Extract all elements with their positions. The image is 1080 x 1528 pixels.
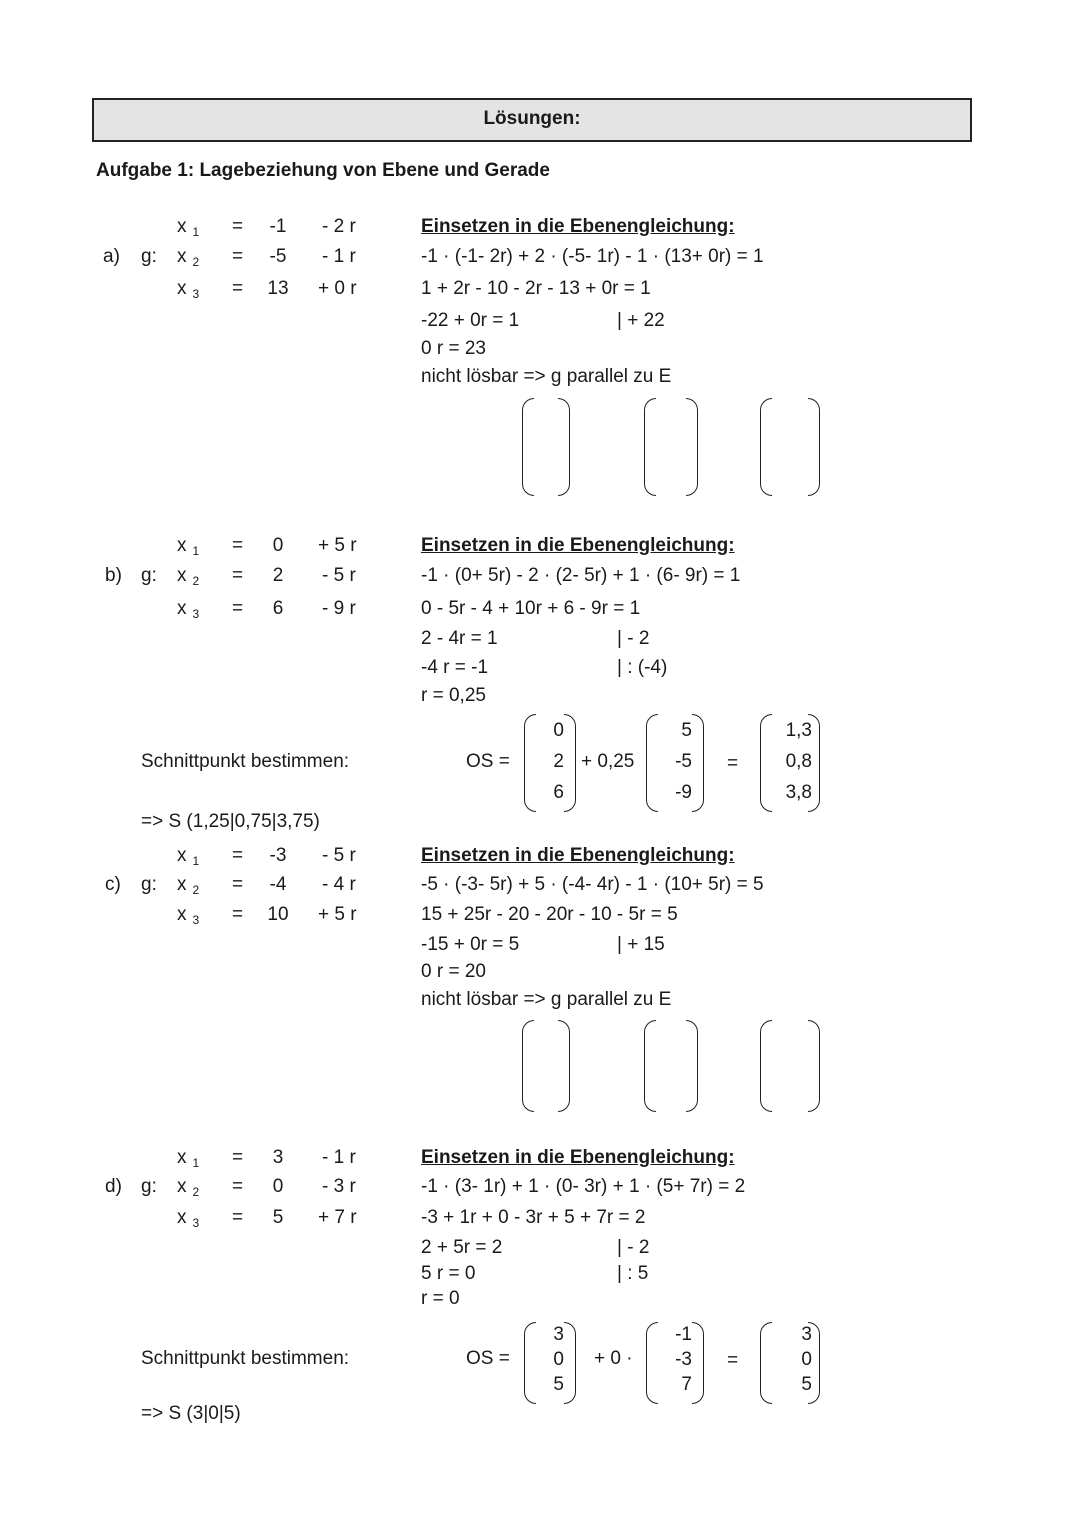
direction-term: - 5 r	[322, 845, 356, 866]
empty-vector-left-bracket	[522, 1020, 534, 1112]
line-g-label: g:	[141, 565, 157, 586]
support-value: 6	[272, 598, 284, 619]
insert-heading: Einsetzen in die Ebenengleichung:	[421, 216, 735, 237]
header-box	[92, 98, 972, 142]
calc-step: 0 - 5r - 4 + 10r + 6 - 9r = 1	[421, 598, 641, 619]
support-value: -5	[269, 246, 287, 267]
empty-vector-left-bracket	[644, 398, 656, 496]
empty-vector-right-bracket	[558, 1020, 570, 1112]
equals-sign: =	[232, 904, 244, 925]
intersection-result: => S (1,25|0,75|3,75)	[141, 811, 320, 832]
calc-note: | - 2	[617, 628, 650, 649]
direction-term: - 4 r	[322, 874, 356, 895]
calc-step: -1 · (-1- 2r) + 2 · (-5- 1r) - 1 · (13+ 0r) = 1	[421, 246, 764, 267]
calc-note: | + 15	[617, 934, 665, 955]
empty-vector-left-bracket	[522, 398, 534, 496]
direction-term: - 3 r	[322, 1176, 356, 1197]
conclusion: nicht lösbar => g parallel zu E	[421, 366, 672, 387]
task-title: Aufgabe 1: Lagebeziehung von Ebene und Gerade	[96, 160, 550, 181]
vector-entry: -9	[675, 782, 692, 803]
support-value: 2	[272, 565, 284, 586]
equals-sign: =	[232, 598, 244, 619]
calc-note: | - 2	[617, 1237, 650, 1258]
vector-entry: 7	[681, 1374, 692, 1395]
vector-entry: 0,8	[785, 751, 812, 772]
empty-vector-right-bracket	[808, 1020, 820, 1112]
vector-result	[772, 715, 812, 808]
support-value: 0	[272, 535, 284, 556]
x3-label: x $_3$	[177, 904, 200, 927]
calc-note: | : 5	[617, 1263, 649, 1284]
vector-entry: 6	[553, 782, 564, 803]
insert-heading: Einsetzen in die Ebenengleichung:	[421, 1147, 735, 1168]
vector-entry: 0	[553, 720, 564, 741]
x3-label: x $_3$	[177, 278, 200, 301]
conclusion: nicht lösbar => g parallel zu E	[421, 989, 672, 1010]
os-label: OS =	[466, 751, 510, 772]
x3-label: x $_3$	[177, 598, 200, 621]
equals-sign: =	[232, 246, 244, 267]
empty-vector-left-bracket	[644, 1020, 656, 1112]
equals-sign: =	[232, 845, 244, 866]
support-value: -4	[269, 874, 287, 895]
support-value: 10	[267, 904, 289, 925]
vector-entry: 5	[553, 1374, 564, 1395]
x3-label: x $_3$	[177, 1207, 200, 1230]
intersection-label: Schnittpunkt bestimmen:	[141, 1348, 350, 1369]
vector-entry: 3	[801, 1324, 812, 1345]
part-b-label: b)	[105, 565, 122, 586]
calc-step: -4 r = -1	[421, 657, 489, 678]
empty-vector-right-bracket	[558, 398, 570, 496]
calc-note: | + 22	[617, 310, 665, 331]
equals-sign: =	[232, 1176, 244, 1197]
vector-entry: 5	[681, 720, 692, 741]
scalar-multiplier: + 0,25	[581, 751, 635, 772]
x1-label: x $_1$	[177, 535, 200, 558]
support-value: 0	[272, 1176, 284, 1197]
direction-term: - 1 r	[322, 1147, 356, 1168]
vector-result	[772, 1322, 812, 1397]
x2-label: x $_2$	[177, 1176, 200, 1199]
vector-entry: -5	[675, 751, 692, 772]
vector-right-bracket	[808, 1322, 820, 1404]
direction-term: - 5 r	[322, 565, 356, 586]
empty-vector-left-bracket	[760, 1020, 772, 1112]
calc-step: -3 + 1r + 0 - 3r + 5 + 7r = 2	[421, 1207, 646, 1228]
direction-term: - 1 r	[322, 246, 356, 267]
vector-right-bracket	[692, 1322, 704, 1404]
page-title: Lösungen:	[483, 108, 581, 129]
direction-term: - 9 r	[322, 598, 356, 619]
x1-label: x $_1$	[177, 1147, 200, 1170]
support-value: 3	[272, 1147, 284, 1168]
support-value: 5	[272, 1207, 284, 1228]
calc-step: -1 · (3- 1r) + 1 · (0- 3r) + 1 · (5+ 7r) = 2	[421, 1176, 746, 1197]
vector-left-bracket	[760, 714, 772, 812]
calc-step: 1 + 2r - 10 - 2r - 13 + 0r = 1	[421, 278, 651, 299]
equals-sign: =	[232, 216, 244, 237]
vector-entry: 0	[801, 1349, 812, 1370]
support-value: 13	[267, 278, 289, 299]
calc-step: -5 · (-3- 5r) + 5 · (-4- 4r) - 1 · (10+ 5r) = 5	[421, 874, 764, 895]
insert-heading: Einsetzen in die Ebenengleichung:	[421, 845, 735, 866]
equals-sign: =	[232, 1207, 244, 1228]
intersection-label: Schnittpunkt bestimmen:	[141, 751, 350, 772]
part-d-label: d)	[105, 1176, 122, 1197]
calc-step: -1 · (0+ 5r) - 2 · (2- 5r) + 1 · (6- 9r) = 1	[421, 565, 741, 586]
part-c-label: c)	[105, 874, 121, 895]
x1-label: x $_1$	[177, 216, 200, 239]
calc-note: | : (-4)	[617, 657, 668, 678]
os-label: OS =	[466, 1348, 510, 1369]
part-a-label: a)	[103, 246, 120, 267]
direction-term: + 7 r	[318, 1207, 357, 1228]
calc-step: 0 r = 23	[421, 338, 486, 359]
vector-entry: 5	[801, 1374, 812, 1395]
x2-label: x $_2$	[177, 565, 200, 588]
insert-heading: Einsetzen in die Ebenengleichung:	[421, 535, 735, 556]
support-value: -3	[269, 845, 287, 866]
line-g-label: g:	[141, 874, 157, 895]
vector-entry: 3,8	[785, 782, 812, 803]
calc-step: 2 + 5r = 2	[421, 1237, 503, 1258]
line-g-label: g:	[141, 1176, 157, 1197]
empty-vector-right-bracket	[808, 398, 820, 496]
x1-label: x $_1$	[177, 845, 200, 868]
vector-right-bracket	[564, 1322, 576, 1404]
x2-label: x $_2$	[177, 874, 200, 897]
vector-os	[532, 1322, 564, 1397]
equals-sign: =	[232, 535, 244, 556]
calc-step: -15 + 0r = 5	[421, 934, 520, 955]
support-value: -1	[269, 216, 287, 237]
vector-entry: -1	[675, 1324, 692, 1345]
calc-step: -22 + 0r = 1	[421, 310, 520, 331]
equals-sign: =	[232, 565, 244, 586]
vector-entry: -3	[675, 1349, 692, 1370]
vector-direction	[656, 1322, 692, 1397]
vector-os	[532, 715, 564, 808]
intersection-result: => S (3|0|5)	[141, 1403, 241, 1424]
equals-sign: =	[232, 278, 244, 299]
vector-entry: 3	[553, 1324, 564, 1345]
scalar-multiplier: + 0 ·	[594, 1348, 633, 1369]
vector-direction	[656, 715, 692, 808]
calc-step: 15 + 25r - 20 - 20r - 10 - 5r = 5	[421, 904, 678, 925]
equals-sign: =	[232, 874, 244, 895]
direction-term: + 5 r	[318, 535, 357, 556]
vector-right-bracket	[692, 714, 704, 812]
empty-vector-left-bracket	[760, 398, 772, 496]
vector-right-bracket	[808, 714, 820, 812]
equals-sign: =	[727, 1350, 739, 1371]
vector-entry: 2	[553, 751, 564, 772]
calc-step: r = 0,25	[421, 685, 486, 706]
equals-sign: =	[232, 1147, 244, 1168]
calc-step: 0 r = 20	[421, 961, 486, 982]
vector-entry: 0	[553, 1349, 564, 1370]
empty-vector-right-bracket	[686, 398, 698, 496]
direction-term: - 2 r	[322, 216, 356, 237]
vector-left-bracket	[760, 1322, 772, 1404]
direction-term: + 5 r	[318, 904, 357, 925]
calc-step: 2 - 4r = 1	[421, 628, 498, 649]
x2-label: x $_2$	[177, 246, 200, 269]
calc-step: r = 0	[421, 1288, 460, 1309]
vector-entry: 1,3	[785, 720, 812, 741]
line-g-label: g:	[141, 246, 157, 267]
vector-right-bracket	[564, 714, 576, 812]
direction-term: + 0 r	[318, 278, 357, 299]
equals-sign: =	[727, 753, 739, 774]
empty-vector-right-bracket	[686, 1020, 698, 1112]
calc-step: 5 r = 0	[421, 1263, 476, 1284]
